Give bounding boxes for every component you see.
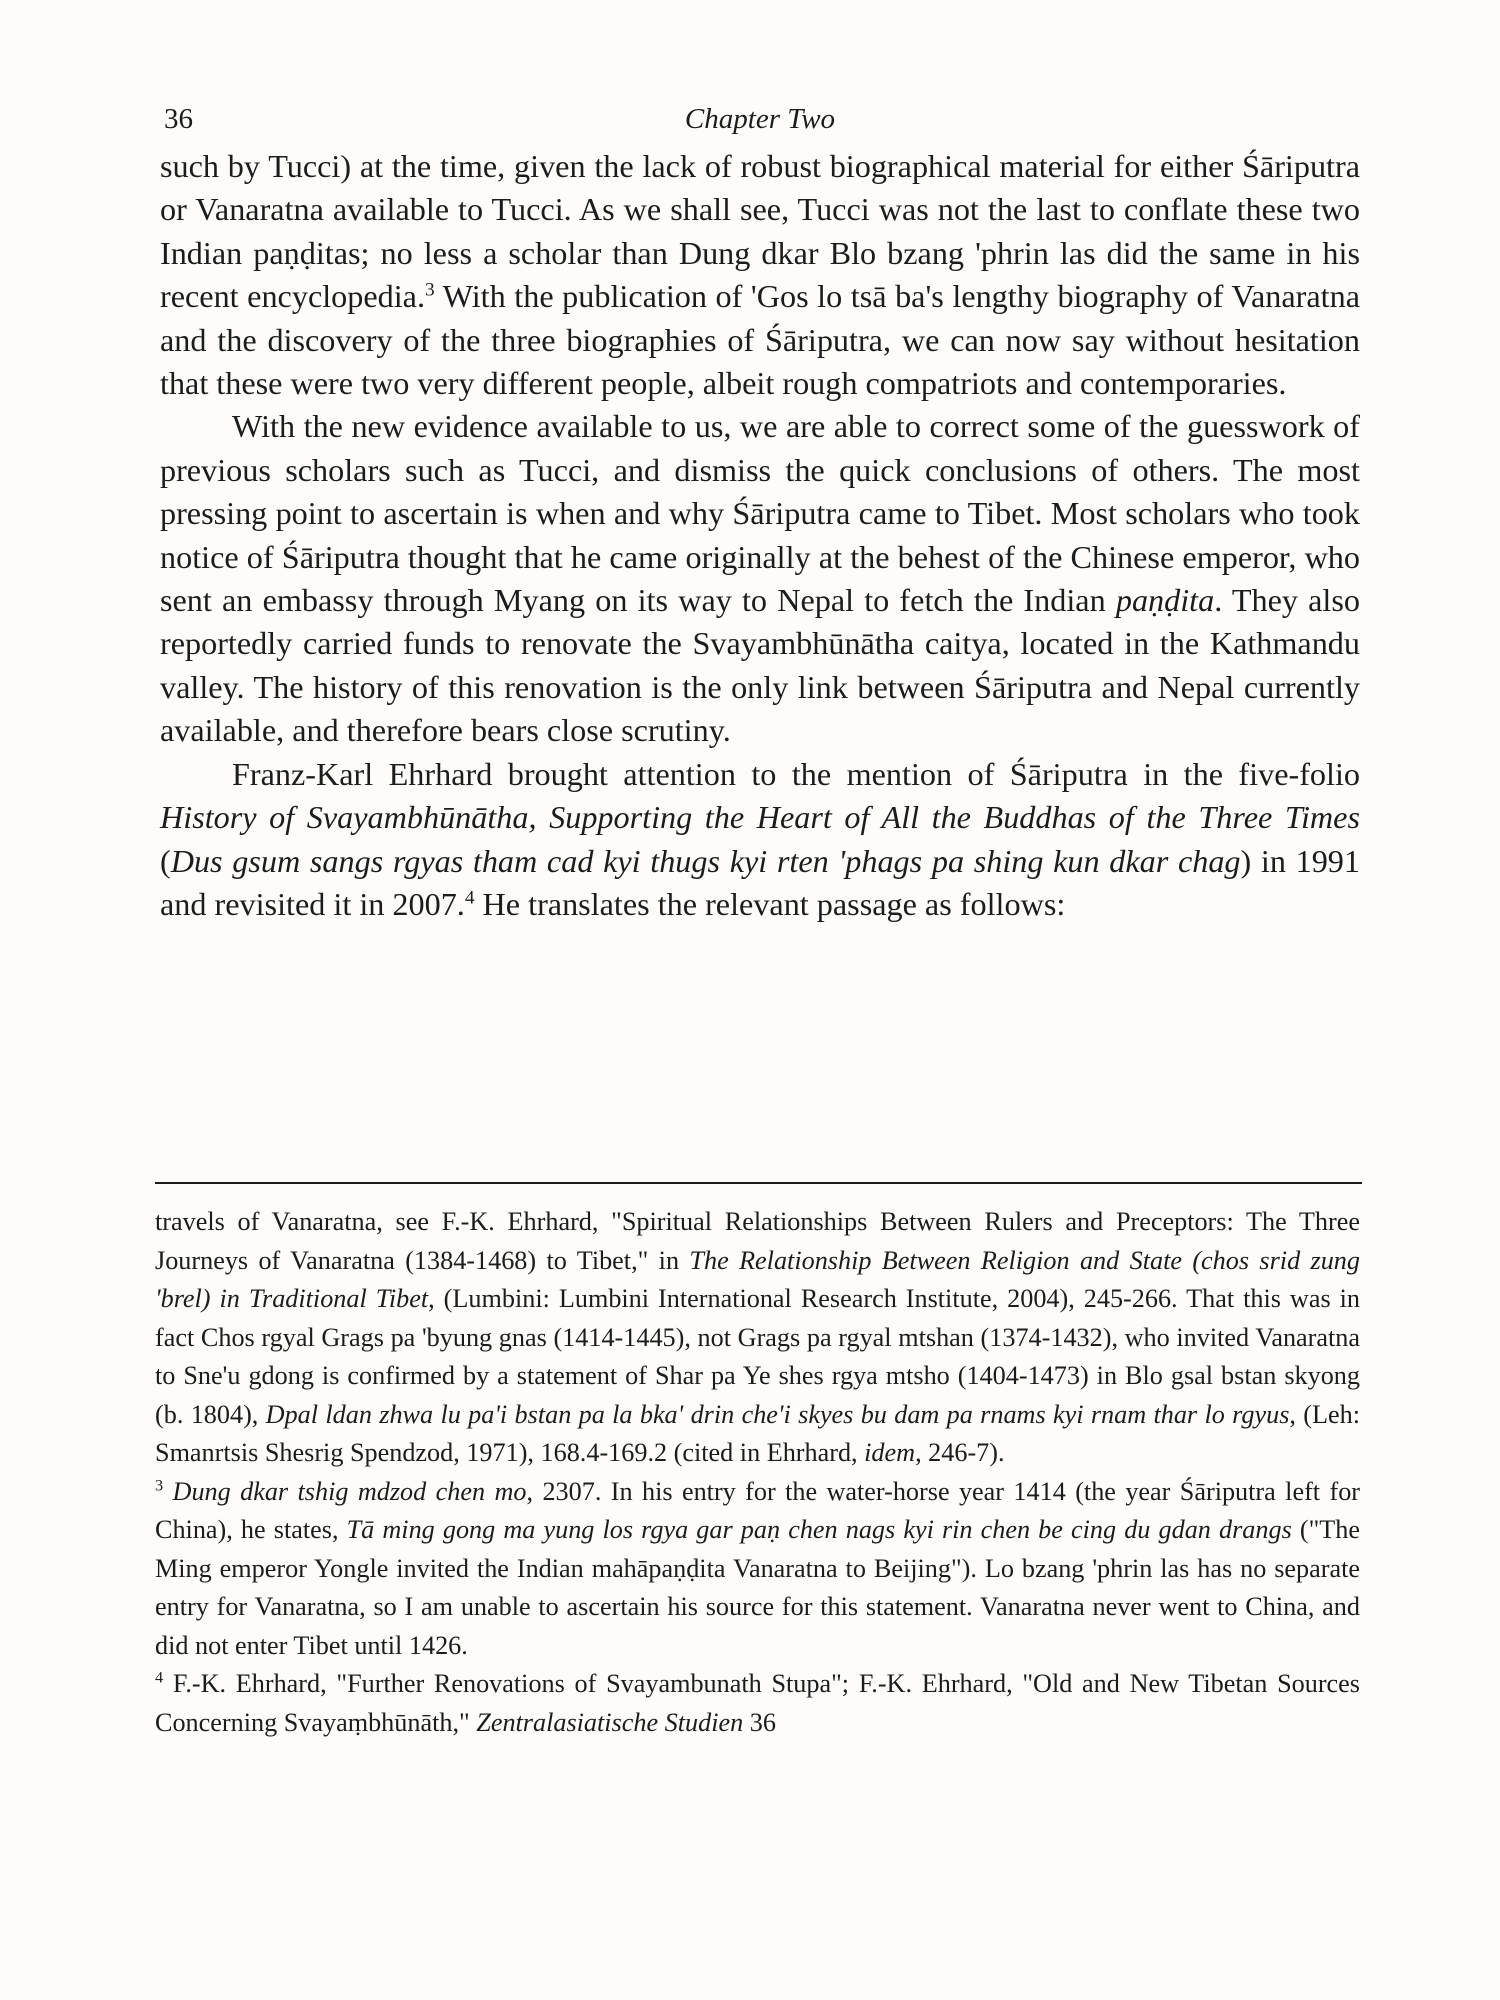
- footnote-4: [155, 1665, 1360, 1742]
- footnote-reference: 4: [464, 887, 475, 909]
- footnote-text: travels of Vanaratna, see F.-K. Ehrhard, "Spiritual Relationships Between Rulers and Preceptors: The Three Journeys of Vanaratna (1384-1468) to Tibet," in: [155, 1207, 1360, 1275]
- italic-title: Dung dkar tshig mdzod chen mo: [172, 1476, 527, 1506]
- page-number: 36: [164, 103, 193, 135]
- footnote-divider: [155, 1182, 1362, 1184]
- footnote-text: , 246-7).: [915, 1438, 1005, 1467]
- footnote-text: F.-K. Ehrhard, "Further Renovations of Svayambunath Stupa"; F.-K. Ehrhard, "Old and New Tibetan Sources Concerning Svayaṃbhūnāth,": [155, 1669, 1360, 1737]
- footnote-text: 36: [743, 1707, 776, 1737]
- paragraph-text: such by Tucci) at the time, given the lack of robust biographical material for either Śāriputra or Vanaratna available to Tucci. As we shall see, Tucci was not the last to conflate these two Indian paṇḍitas; no less a scholar than Dung dkar Blo bzang 'phrin las did the same in his recent encyclopedia.: [160, 148, 1360, 315]
- footnotes: [155, 1203, 1360, 1742]
- footnote-text: , 2307. In his entry for the water-horse year 1414 (the year Śāriputra left for China), he states,: [155, 1476, 1361, 1544]
- footnote-marker: 4: [155, 1668, 164, 1687]
- paragraph: [160, 145, 1360, 405]
- paragraph: [160, 405, 1360, 752]
- italic-title: Zentralasiatische Studien: [476, 1707, 744, 1737]
- italic-title: Dpal ldan zhwa lu pa'i bstan pa la bka' drin che'i skyes bu dam pa rnams kyi rnam thar lo rgyus: [265, 1399, 1290, 1429]
- paragraph-text: ) in 1991 and revisited it in 2007.: [160, 842, 1360, 922]
- footnote-3: [155, 1473, 1360, 1666]
- italic-term: idem: [864, 1438, 916, 1467]
- main-text: [160, 145, 1360, 926]
- paragraph-text: With the publication of 'Gos lo tsā ba's lengthy biography of Vanaratna and the discovery of the three biographies of Śāriputra, we can now say without hesitation that these were two very different people, albeit rough compatriots and contemporaries.: [160, 278, 1360, 402]
- italic-title: The Relationship Between Religion and State (chos srid zung 'brel) in Traditional Tibet: [155, 1245, 1360, 1313]
- page-header: [160, 103, 1360, 147]
- footnote-marker: 3: [155, 1475, 164, 1494]
- paragraph-text: He translates the relevant passage as follows:: [474, 885, 1066, 922]
- footnote-reference: 3: [425, 279, 435, 301]
- running-head: Chapter Two: [684, 103, 836, 135]
- paragraph-text: (: [160, 842, 171, 879]
- italic-title: Dus gsum sangs rgyas tham cad kyi thugs kyi rten 'phags pa shing kun dkar chag: [170, 842, 1241, 879]
- footnote-text: , (Leh: Smanrtsis Shesrig Spendzod, 1971), 168.4-169.2 (cited in Ehrhard,: [155, 1399, 1360, 1467]
- footnote-continuation: [155, 1203, 1360, 1473]
- footnote-text: , (Lumbini: Lumbini International Research Institute, 2004), 245-266. That this was in fact Chos rgyal Grags pa 'byung gnas (1414-1445), not Grags pa rgyal mtshan (1374-1432), who invited Vanaratna to Sne'u gdong is confirmed by a statement of Shar pa Ye shes rgya mtsho (1404-1473) in Blo gsal bstan skyong (b. 1804),: [155, 1284, 1360, 1429]
- paragraph-text: Franz-Karl Ehrhard brought attention to the mention of Śāriputra in the five-folio: [232, 755, 1360, 792]
- paragraph-text: . They also reportedly carried funds to renovate the Svayambhūnātha caitya, located in the Kathmandu valley. The history of this renovation is the only link between Śāriputra and Nepal currently available, and therefore bears close scrutiny.: [160, 582, 1360, 749]
- paragraph-text: With the new evidence available to us, we are able to correct some of the guesswork of previous scholars such as Tucci, and dismiss the quick conclusions of others. The most pressing point to ascertain is when and why Śāriputra came to Tibet. Most scholars who took notice of Śāriputra thought that he came originally at the behest of the Chinese emperor, who sent an embassy through Myang on its way to Nepal to fetch the Indian: [160, 408, 1360, 619]
- paragraph: [160, 753, 1360, 927]
- italic-title: History of Svayambhūnātha, Supporting the Heart of All the Buddhas of the Three Times: [160, 799, 1360, 836]
- italic-term: paṇḍita: [1115, 582, 1215, 619]
- footnote-text: ("The Ming emperor Yongle invited the Indian mahāpaṇḍita Vanaratna to Beijing"). Lo bzang 'phrin las has no separate entry for Vanaratna, so I am unable to ascertain his source for this statement. Vanaratna never went to China, and did not enter Tibet until 1426.: [155, 1515, 1361, 1660]
- italic-quote: Tā ming gong ma yung los rgya gar paṇ chen nags kyi rin chen be cing du gdan drangs: [346, 1515, 1292, 1544]
